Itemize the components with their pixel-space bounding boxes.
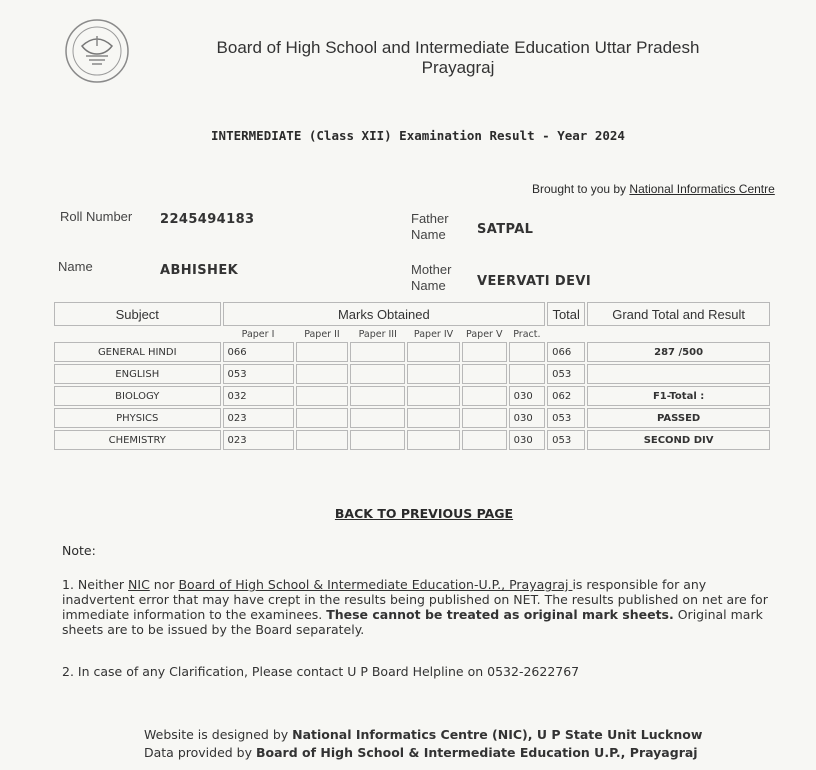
paper-2-marks (296, 364, 349, 384)
note-1-text: is responsible for any inadvertent error that may have crept in the results being published on NET. The results published on net are for immediate information to the examinees. (62, 577, 768, 622)
practical-marks (509, 342, 546, 362)
brought-by (532, 182, 775, 196)
paper-3-marks (350, 408, 405, 428)
nic-note-link[interactable]: NIC (128, 577, 150, 592)
table-row (54, 364, 770, 384)
paper-5-marks (462, 364, 507, 384)
paper-3-marks (350, 386, 405, 406)
note-1-end: Original mark sheets are to be issued by the Board separately. (62, 607, 763, 637)
board-title (0, 38, 816, 78)
paper-5-marks (462, 408, 507, 428)
paper-3-marks (350, 364, 405, 384)
note-1-prefix: 1. Neither (62, 577, 129, 592)
grand-total-header: Grand Total and Result (587, 302, 770, 326)
total-marks: 053 (547, 364, 585, 384)
result-cell (587, 364, 770, 384)
table-row (54, 430, 770, 450)
back-link-wrap (0, 506, 816, 521)
father-name-label-2: Name (411, 227, 446, 242)
roll-number-value: 2245494183 (160, 212, 255, 227)
paper-4-marks (407, 386, 460, 406)
paper-3-marks (350, 430, 405, 450)
footer-data-prefix: Data provided by (144, 745, 256, 760)
note-2: 2. In case of any Clarification, Please contact U P Board Helpline on 0532-2622767 (62, 664, 580, 679)
practical-marks (509, 364, 546, 384)
back-to-previous-page-link[interactable]: BACK TO PREVIOUS PAGE (334, 506, 514, 521)
paper-header-row (54, 328, 770, 340)
roll-number-label: Roll Number (60, 209, 133, 224)
subject-name: BIOLOGY (54, 386, 221, 406)
name-label: Name (58, 259, 93, 274)
father-name-label-1: Father (411, 211, 449, 226)
paper-5-marks (462, 430, 507, 450)
paper-4-header: Paper IV (413, 328, 454, 340)
paper-3-marks (350, 342, 405, 362)
paper-2-marks (296, 430, 349, 450)
paper-3-header: Paper III (358, 328, 397, 340)
mother-name-label-1: Mother (411, 262, 452, 277)
practical-marks: 030 (509, 386, 546, 406)
note-1 (62, 577, 782, 637)
table-header-row (54, 302, 770, 326)
father-name-value: SATPAL (477, 222, 534, 237)
footer-data-bold: Board of High School & Intermediate Education U.P., Prayagraj (255, 745, 698, 760)
table-row (54, 342, 770, 362)
paper-5-marks (462, 386, 507, 406)
paper-5-header: Paper V (466, 328, 503, 340)
total-marks: 053 (547, 408, 585, 428)
paper-4-marks (407, 430, 460, 450)
paper-1-marks: 032 (223, 386, 294, 406)
practical-marks: 030 (509, 430, 546, 450)
paper-2-marks (296, 342, 349, 362)
paper-2-marks (296, 408, 349, 428)
paper-2-marks (296, 386, 349, 406)
board-title-line1: Board of High School and Intermediate Education Uttar Pradesh (216, 38, 700, 57)
footer-designed-prefix: Website is designed by (144, 727, 293, 742)
total-header: Total (547, 302, 585, 326)
footer-designed-by (144, 727, 702, 742)
paper-1-header: Paper I (241, 328, 275, 340)
mother-name-label-2: Name (411, 278, 446, 293)
result-cell: PASSED (587, 408, 770, 428)
result-cell: SECOND DIV (587, 430, 770, 450)
paper-4-marks (407, 364, 460, 384)
blank-cell (54, 328, 221, 340)
subject-name: GENERAL HINDI (54, 342, 221, 362)
board-note-link[interactable]: Board of High School & Intermediate Education-U.P., Prayagraj (178, 577, 573, 592)
marks-table (52, 300, 772, 452)
result-cell: 287 /500 (587, 342, 770, 362)
brought-by-text: Brought to you by (532, 182, 630, 196)
note-1-mid: nor (149, 577, 179, 592)
subject-name: ENGLISH (54, 364, 221, 384)
table-row (54, 408, 770, 428)
practical-marks: 030 (509, 408, 546, 428)
marks-obtained-header: Marks Obtained (223, 302, 546, 326)
mother-name-value: VEERVATI DEVI (477, 274, 592, 289)
practical-header: Pract. (513, 328, 541, 340)
subject-name: CHEMISTRY (54, 430, 221, 450)
subject-name: PHYSICS (54, 408, 221, 428)
result-cell: F1-Total : (587, 386, 770, 406)
paper-1-marks: 023 (223, 430, 294, 450)
blank-cell (547, 328, 585, 340)
subject-header: Subject (54, 302, 221, 326)
blank-cell (587, 328, 770, 340)
paper-1-marks: 053 (223, 364, 294, 384)
note-1-bold: These cannot be treated as original mark sheets. (326, 607, 674, 622)
footer-designed-bold: National Informatics Centre (NIC), U P State Unit Lucknow (292, 727, 703, 742)
table-row (54, 386, 770, 406)
name-value: ABHISHEK (160, 263, 239, 278)
paper-1-marks: 023 (223, 408, 294, 428)
exam-title: INTERMEDIATE (Class XII) Examination Result - Year 2024 (211, 128, 625, 143)
total-marks: 062 (547, 386, 585, 406)
footer-data-provided (144, 745, 698, 760)
note-heading: Note: (62, 543, 96, 558)
total-marks: 053 (547, 430, 585, 450)
paper-2-header: Paper II (304, 328, 340, 340)
paper-4-marks (407, 342, 460, 362)
paper-4-marks (407, 408, 460, 428)
total-marks: 066 (547, 342, 585, 362)
paper-1-marks: 066 (223, 342, 294, 362)
paper-5-marks (462, 342, 507, 362)
nic-link[interactable]: National Informatics Centre (629, 182, 775, 196)
board-title-line2: Prayagraj (421, 58, 495, 77)
